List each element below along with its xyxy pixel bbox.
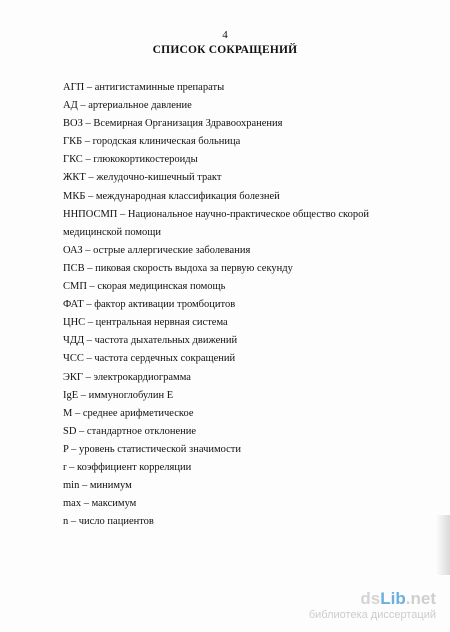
abbreviation-list [63, 79, 393, 531]
list-item: min – минимум [63, 480, 132, 492]
list-item: ОАЗ – острые аллергические заболевания [63, 244, 251, 256]
list-item: SD – стандартное отклонение [63, 425, 197, 437]
list-item: IgE – иммуноглобулин Е [63, 389, 174, 401]
list-item: P – уровень статистической значимости [63, 443, 241, 455]
list-item: max – максимум [63, 498, 137, 510]
list-item: СМП – скорая медицинская помощь [63, 281, 226, 293]
list-item: АГП – антигистаминные препараты [63, 82, 225, 93]
watermark-logo-lib: Lib [380, 589, 406, 608]
watermark[interactable] [309, 590, 436, 622]
list-item: ЧСС – частота сердечных сокращений [63, 353, 236, 365]
list-item: ГКБ – городская клиническая больница [63, 136, 241, 148]
list-item: ННПОСМП – Национальное научно-практическое общество скорой медицинской помощи [63, 208, 369, 238]
list-item: МКБ – международная классификация болезней [63, 190, 280, 202]
watermark-logo-net: .net [405, 589, 436, 608]
watermark-subtitle: библиотека диссертаций [308, 609, 436, 621]
list-item: ПСВ – пиковая скорость выдоха за первую секунду [63, 262, 293, 274]
page-edge-shadow [436, 515, 450, 575]
list-item: ЧДД – частота дыхательных движений [63, 335, 238, 347]
list-item: M – среднее арифметическое [63, 407, 194, 419]
watermark-logo [309, 590, 436, 608]
list-item: ЭКГ – электрокардиограмма [63, 371, 191, 383]
page-number: 4 [222, 29, 228, 41]
list-item: ЦНС – центральная нервная система [63, 317, 228, 329]
page-title: СПИСОК СОКРАЩЕНИЙ [152, 44, 298, 56]
watermark-logo-ds: ds [360, 589, 381, 608]
list-item: n – число пациентов [63, 516, 154, 528]
list-item: ГКС – глюкокортикостероиды [63, 154, 198, 166]
list-item: ЖКТ – желудочно-кишечный тракт [63, 172, 222, 184]
list-item: ФАТ – фактор активации тромбоцитов [63, 299, 236, 311]
list-item: r – коэффициент корреляции [63, 461, 192, 473]
list-item: АД – артериальное давление [63, 100, 192, 112]
list-item: ВОЗ – Всемирная Организация Здравоохранения [63, 118, 283, 130]
